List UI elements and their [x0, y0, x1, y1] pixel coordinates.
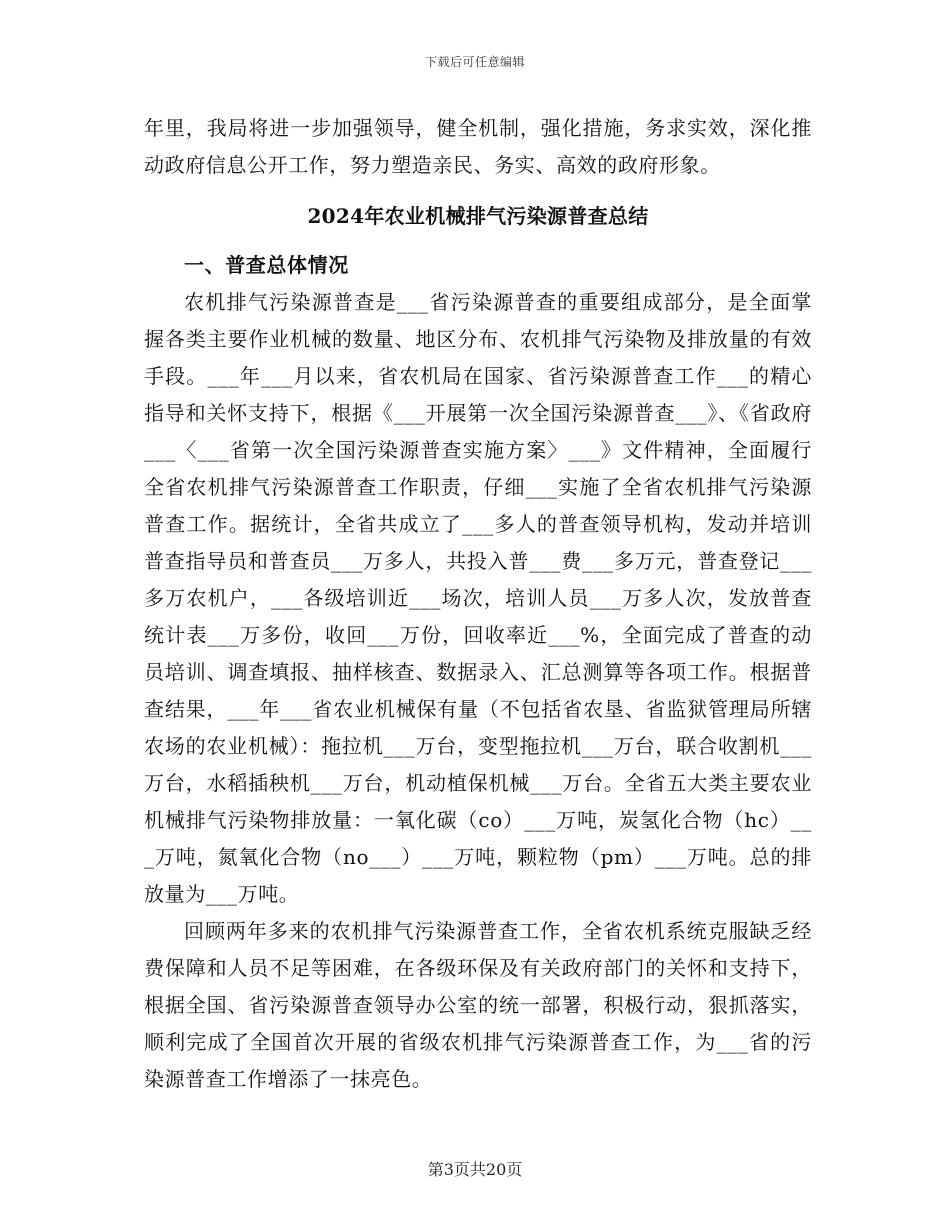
document-title: 2024年农业机械排气污染源普查总结 [307, 204, 649, 228]
intro-paragraph: 年里，我局将进一步加强领导，健全机制，强化措施，务求实效，深化推动政府信息公开工作，努力塑造亲民、务实、高效的政府形象。 [144, 116, 812, 177]
page-header-note: 下载后可任意编辑 [424, 55, 525, 69]
body-paragraph-2: 回顾两年多来的农机排气污染源普查工作，全省农机系统克服缺乏经费保障和人员不足等困难，在各级环保及有关政府部门的关怀和支持下，根据全国、省污染源普查领导办公室的统一部署，积极行动，狠抓落实，顺利完成了全国首次开展的省级农机排气污染源普查工作，为___省的污染源普查工作增添了一抹亮色。 [144, 919, 812, 1091]
body-paragraph-1: 农机排气污染源普查是___省污染源普查的重要组成部分，是全面掌握各类主要作业机械的数量、地区分布、农机排气污染物及排放量的有效手段。___年___月以来，省农机局在国家、省污染源普查工作___的精心指导和关怀支持下，根据《___开展第一次全国污染源普查___》、《省政府___〈___省第一次全国污染源普查实施方案〉___》文件精神，全面履行全省农机排气污染源普查工作职责，仔细___实施了全省农机排气污染源普查工作。据统计，全省共成立了___多人的普查领导机构，发动并培训普查指导员和普查员___万多人，共投入普___费___多万元，普查登记___多万农机户，___各级培训近___场次，培训人员___万多人次，发放普查统计表___万多份，收回___万份，回收率近___%，全面完成了普查的动员培训、调查填报、抽样核查、数据录入、汇总测算等各项工作。根据普查结果，___年___省农业机械保有量（不包括省农垦、省监狱管理局所辖农场的农业机械）：拖拉机___万台，变型拖拉机___万台，联合收割机___万台，水稻插秧机___万台，机动植保机械___万台。全省五大类主要农业机械排气污染物排放量：一氧化碳（co）___万吨，炭氢化合物（hc）___万吨，氮氧化合物（no___）___万吨，颗粒物（pm）___万吨。总的排放量为___万吨。 [144, 290, 812, 906]
page-footer: 第3页共20页 [427, 1160, 523, 1179]
document-body [144, 110, 812, 1098]
section-heading: 一、普查总体情况 [184, 253, 349, 277]
